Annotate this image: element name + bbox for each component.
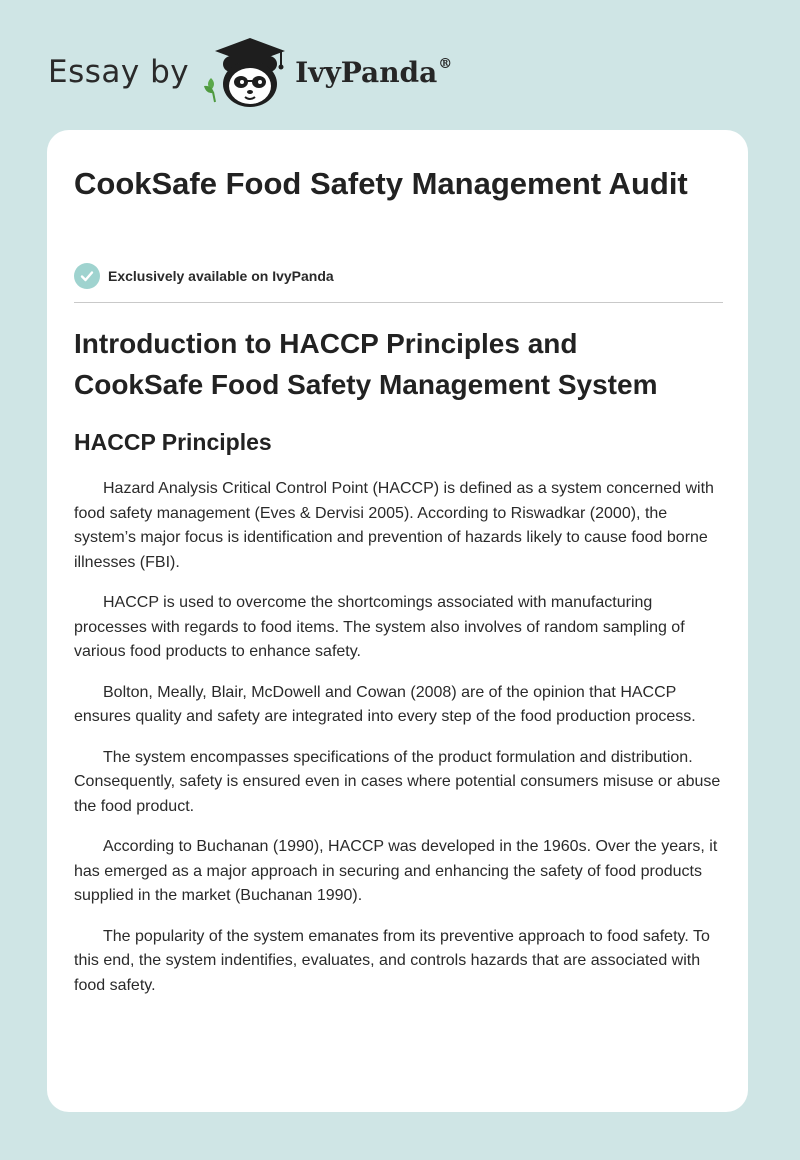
paragraph: HACCP is used to overcome the shortcomings associated with manufacturing processes with regards to food items. The system also involves of random sampling of various food products to enhance safety. (74, 594, 685, 660)
page-title: CookSafe Food Safety Management Audit (74, 166, 688, 201)
essay-body (74, 477, 723, 1014)
brand-prefix: Essay by (48, 54, 190, 90)
brand-name: IvyPanda® (295, 55, 453, 89)
availability-badge (74, 263, 334, 289)
check-icon (74, 263, 100, 289)
divider (74, 302, 723, 303)
paragraph: According to Buchanan (1990), HACCP was developed in the 1960s. Over the years, it has emerged as a major approach in securing and enhancing the safety of food products supplied in the market (Buchanan 1990). (74, 838, 718, 904)
panda-logo-icon (201, 34, 293, 110)
paragraph: The system encompasses specifications of the product formulation and distribution. Consequently, safety is ensured even in cases where potential consumers misuse or abuse the food product. (74, 748, 721, 815)
paragraph: The popularity of the system emanates from its preventive approach to food safety. To this end, the system indentifies, evaluates, and controls hazards that are associated with food safety. (74, 927, 710, 994)
subsection-heading: HACCP Principles (74, 429, 272, 455)
availability-text: Exclusively available on IvyPanda (108, 268, 334, 284)
paragraph: Bolton, Meally, Blair, McDowell and Cowan (2008) are of the opinion that HACCP ensures quality and safety are integrated into every step of the food production process. (74, 683, 696, 725)
section-heading: Introduction to HACCP Principles and CookSafe Food Safety Management System (74, 328, 658, 400)
brand-header[interactable] (48, 34, 452, 110)
essay-card (47, 130, 748, 1112)
paragraph: Hazard Analysis Critical Control Point (HACCP) is defined as a system concerned with food safety management (Eves & Dervisi 2005). According to Riswadkar (2000), the system’s major focus is identification and prevention of hazards likely to cause food borne illnesses (FBI). (74, 480, 714, 571)
